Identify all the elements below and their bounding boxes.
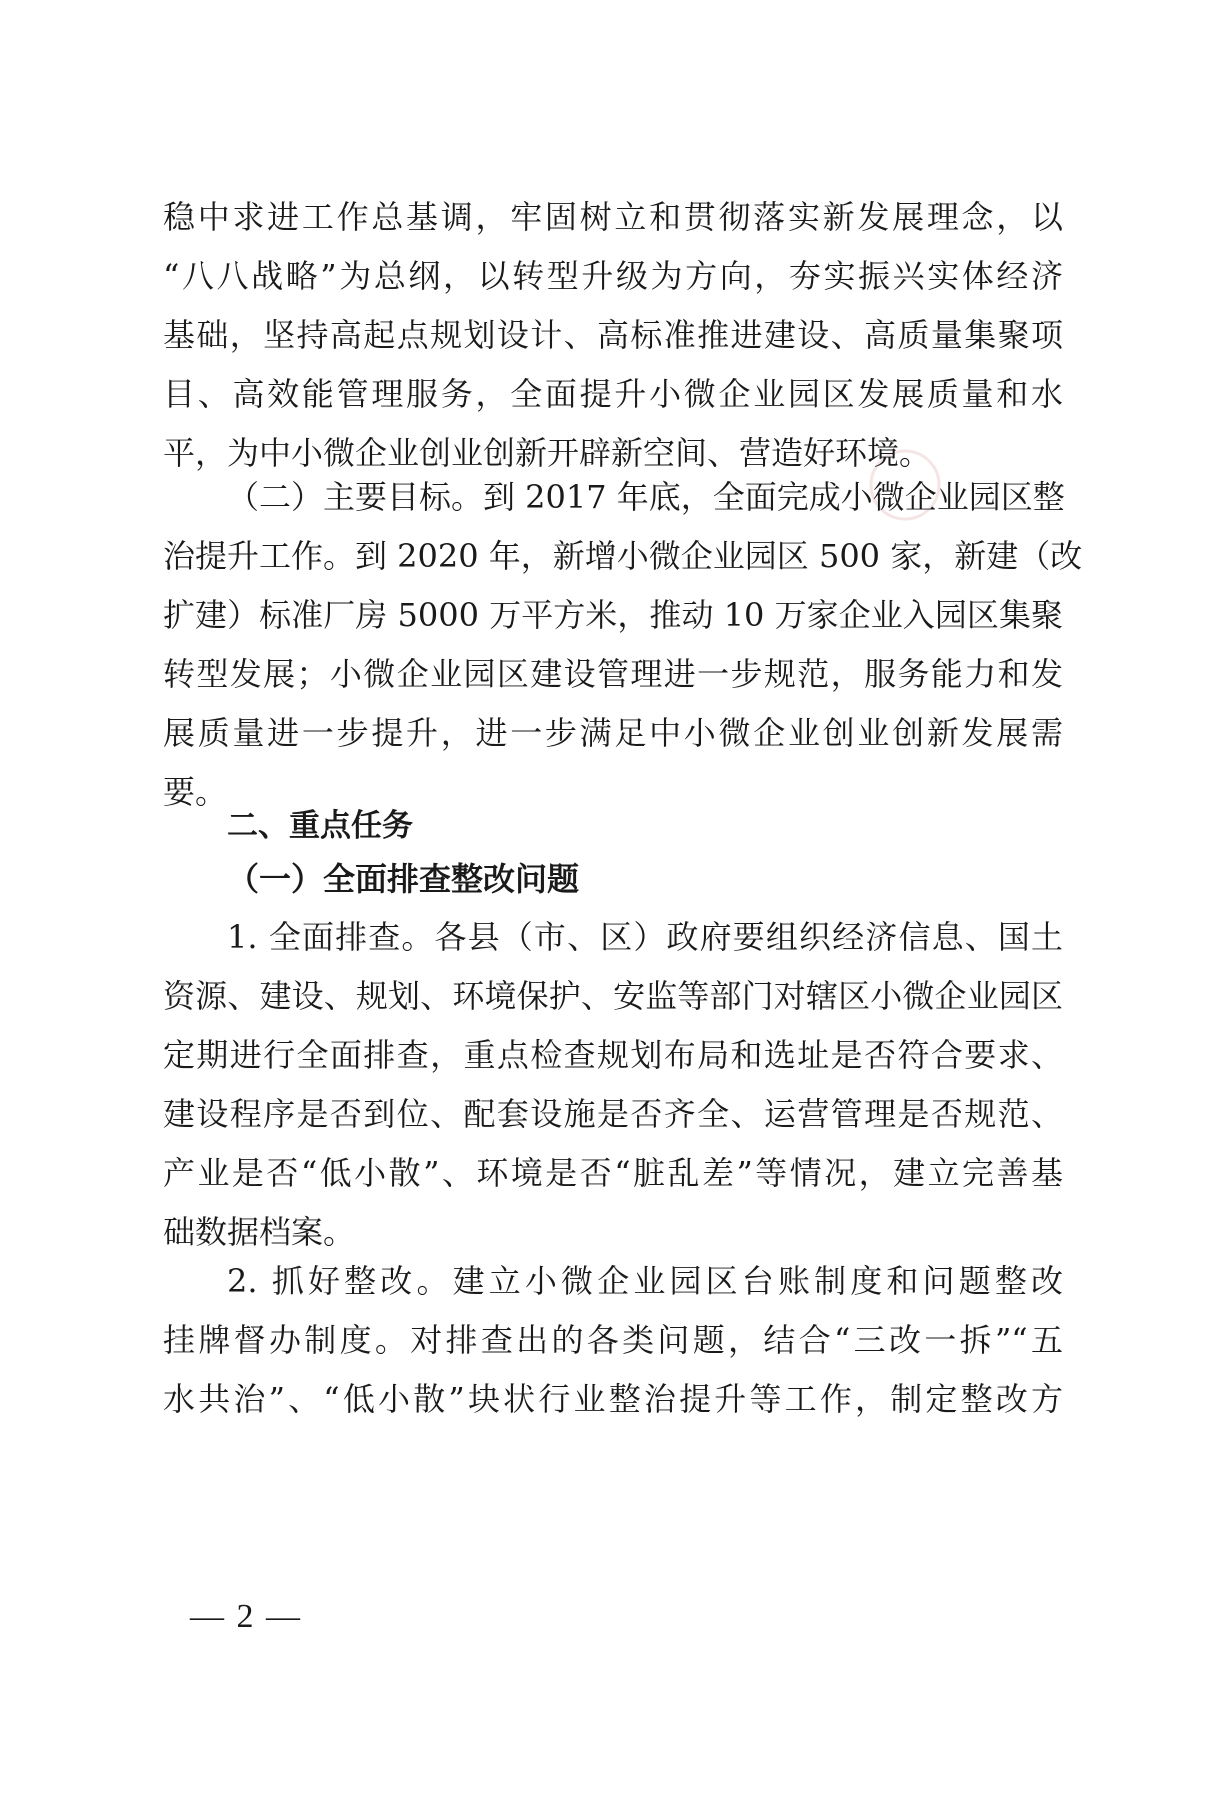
text-line: 扩建）标准厂房 5000 万平方米，推动 10 万家企业入园区集聚 — [163, 596, 1063, 634]
text-line: 治提升工作。到 2020 年，新增小微企业园区 500 家，新建（改 — [163, 537, 1083, 575]
text-line: 基础，坚持高起点规划设计、高标准推进建设、高质量集聚项 — [163, 316, 1063, 354]
text-line: 建设程序是否到位、配套设施是否齐全、运营管理是否规范、 — [163, 1095, 1063, 1133]
text-line: 稳中求进工作总基调，牢固树立和贯彻落实新发展理念，以 — [163, 198, 1063, 236]
paragraph-1 — [163, 188, 1063, 483]
text-line: 转型发展；小微企业园区建设管理进一步规范，服务能力和发 — [163, 655, 1063, 693]
text-line: 水共治”、“低小散”块状行业整治提升等工作，制定整改方 — [163, 1380, 1063, 1418]
text-line: 1. 全面排查。各县（市、区）政府要组织经济信息、国土 — [227, 918, 1063, 956]
text-line: 定期进行全面排查，重点检查规划布局和选址是否符合要求、 — [163, 1036, 1063, 1074]
text-line: 目、高效能管理服务，全面提升小微企业园区发展质量和水 — [163, 375, 1063, 413]
text-line: 平，为中小微企业创业创新开辟新空间、营造好环境。 — [163, 434, 932, 472]
text-line: 资源、建设、规划、环境保护、安监等部门对辖区小微企业园区 — [163, 977, 1063, 1015]
text-line: 产业是否“低小散”、环境是否“脏乱差”等情况，建立完善基 — [163, 1154, 1063, 1192]
subsection-heading-block — [163, 850, 1063, 909]
subsection-heading: （一）全面排查整改问题 — [227, 860, 580, 898]
text-line: 础数据档案。 — [163, 1213, 356, 1251]
text-line: 挂牌督办制度。对排查出的各类问题，结合“三改一拆”“五 — [163, 1321, 1063, 1359]
text-line: “八八战略”为总纲，以转型升级为方向，夯实振兴实体经济 — [163, 257, 1063, 295]
section-heading-block — [163, 797, 1063, 856]
section-heading: 二、重点任务 — [227, 808, 413, 844]
text-line: 2. 抓好整改。建立小微企业园区台账制度和问题整改 — [227, 1262, 1063, 1300]
paragraph-3 — [163, 908, 1063, 1262]
text-line: 要。 — [163, 773, 228, 811]
text-line: 展质量进一步提升，进一步满足中小微企业创业创新发展需 — [163, 714, 1063, 752]
text-line: （二）主要目标。到 2017 年底，全面完成小微企业园区整 — [227, 478, 1065, 516]
paragraph-4 — [163, 1252, 1063, 1429]
page-number: — 2 — — [190, 1598, 302, 1635]
paragraph-2 — [163, 468, 1083, 822]
